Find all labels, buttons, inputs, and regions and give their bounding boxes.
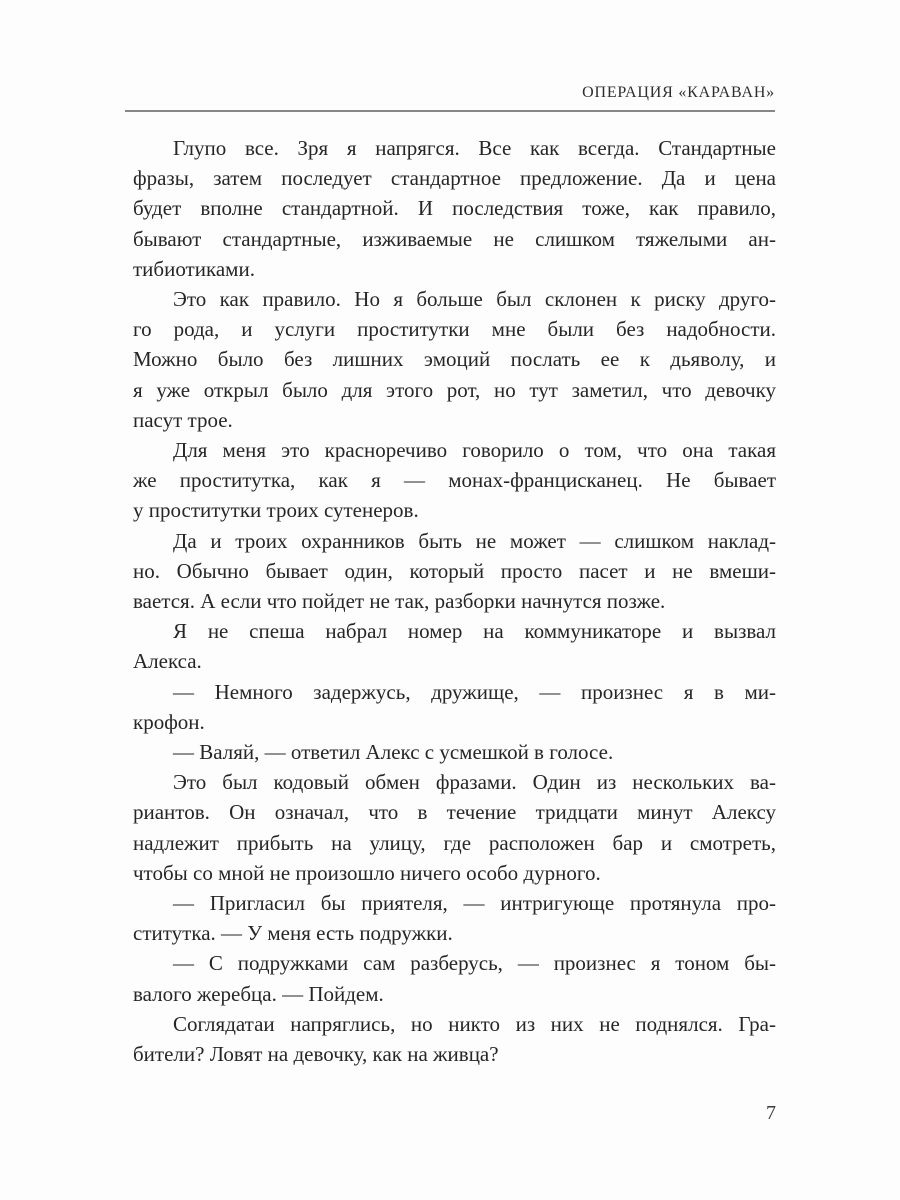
text-line: Я не спеша набрал номер на коммуникаторе и вызвал [173, 619, 776, 644]
paragraph [133, 888, 776, 948]
paragraph [133, 526, 776, 617]
text-line: Соглядатаи напряглись, но никто из них не поднялся. Гра- [173, 1011, 776, 1036]
text-line: — Валяй, — ответил Алекс с усмешкой в голосе. [173, 740, 614, 765]
text-line: валого жеребца. — Пойдем. [133, 981, 384, 1006]
paragraph [133, 133, 776, 284]
text-line: будет вполне стандартной. И последствия тоже, как правило, [133, 196, 776, 221]
text-line: крофон. [133, 709, 205, 734]
text-line: тибиотиками. [133, 256, 255, 281]
text-line: у проститутки троих сутенеров. [133, 498, 419, 523]
text-line: Для меня это красноречиво говорило о том, что она такая [173, 438, 776, 463]
paragraph [133, 284, 776, 435]
paragraph [133, 435, 776, 526]
text-line: бывают стандартные, изживаемые не слишком тяжелыми ан- [133, 226, 776, 251]
text-line: Алекса. [133, 649, 202, 674]
paragraph [133, 677, 776, 737]
paragraph [133, 737, 776, 767]
text-line: Да и троих охранников быть не может — слишком наклад- [173, 528, 776, 553]
text-line: ститутка. — У меня есть подружки. [133, 921, 453, 946]
running-header: ОПЕРАЦИЯ «КАРАВАН» [582, 84, 775, 101]
text-line: бители? Ловят на девочку, как на живца? [133, 1042, 499, 1067]
text-line: Можно было без лишних эмоций послать ее к дьяволу, и [133, 347, 776, 372]
text-line: — С подружками сам разберусь, — произнес я тоном бы- [173, 951, 776, 976]
paragraph [133, 767, 776, 888]
text-line: — Пригласил бы приятеля, — интригующе протянула про- [173, 891, 776, 916]
text-line: Глупо все. Зря я напрягся. Все как всегда. Стандартные [173, 136, 776, 160]
page-number: 7 [766, 1102, 776, 1124]
text-line: вается. А если что пойдет не так, разборки начнутся позже. [133, 589, 666, 614]
text-line: Это как правило. Но я больше был склонен к риску друго- [173, 287, 776, 312]
text-line: чтобы со мной не произошло ничего особо дурного. [133, 860, 601, 885]
text-line: Это был кодовый обмен фразами. Один из нескольких ва- [173, 770, 776, 795]
paragraph [133, 948, 776, 1008]
text-body [133, 133, 776, 1069]
text-line: надлежит прибыть на улицу, где расположен бар и смотреть, [133, 830, 776, 855]
text-line: риантов. Он означал, что в течение тридцати минут Алексу [133, 800, 776, 825]
header-rule [125, 110, 775, 112]
paragraph [133, 616, 776, 676]
text-line: но. Обычно бывает один, который просто пасет и не вмеши- [133, 558, 776, 583]
text-line: я уже открыл было для этого рот, но тут заметил, что девочку [133, 377, 776, 402]
text-line: пасут трое. [133, 407, 233, 432]
text-line: — Немного задержусь, дружище, — произнес я в ми- [173, 679, 776, 704]
text-line: го рода, и услуги проститутки мне были без надобности. [133, 317, 776, 342]
paragraph [133, 1009, 776, 1069]
text-line: же проститутка, как я — монах-францисканец. Не бывает [133, 468, 776, 493]
text-line: фразы, затем последует стандартное предложение. Да и цена [133, 166, 776, 191]
